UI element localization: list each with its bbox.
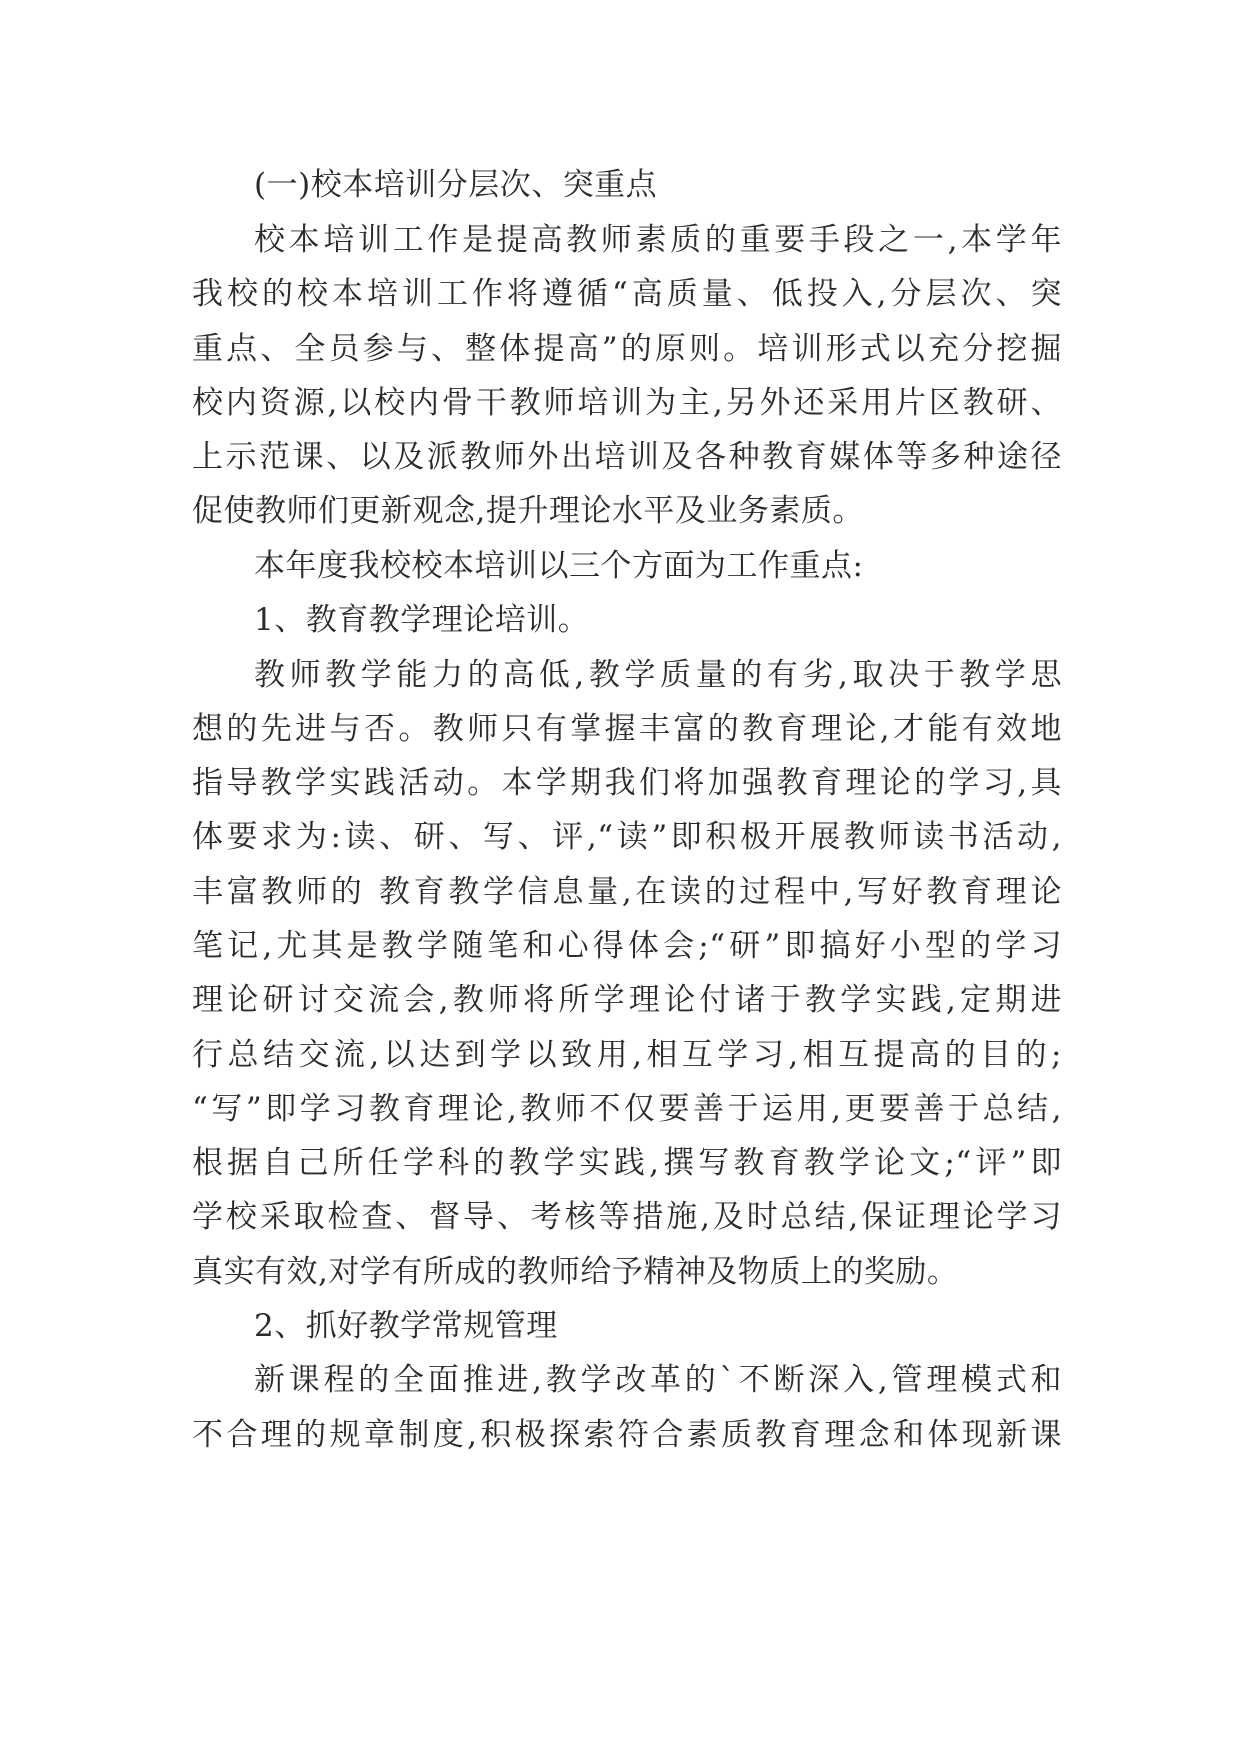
paragraph-line: 本年度我校校本培训以三个方面为工作重点: xyxy=(254,548,864,584)
paragraph-line: 促使教师们更新观念,提升理论水平及业务素质。 xyxy=(192,493,864,529)
paragraph-line: 指导教学实践活动。本学期我们将加强教育理论的学习,具 xyxy=(192,765,1062,801)
paragraph-line: 不合理的规章制度,积极探索符合素质教育理念和体现新课 xyxy=(192,1417,1062,1453)
paragraph-line: 笔记,尤其是教学随笔和心得体会;“研”即搞好小型的学习 xyxy=(192,928,1062,964)
paragraph-line: 丰富教师的 教育教学信息量,在读的过程中,写好教育理论 xyxy=(192,874,1062,910)
paragraph-line: 新课程的全面推进,教学改革的`不断深入,管理模式和 xyxy=(254,1362,1062,1398)
paragraph-line: 体要求为:读、研、写、评,“读”即积极开展教师读书活动, xyxy=(192,819,1062,855)
paragraph-line: 理论研讨交流会,教师将所学理论付诸于教学实践,定期进 xyxy=(192,982,1062,1018)
paragraph-line: 根据自己所任学科的教学实践,撰写教育教学论文;“评”即 xyxy=(192,1145,1062,1181)
paragraph-line: 行总结交流,以达到学以致用,相互学习,相互提高的目的; xyxy=(192,1037,1062,1073)
paragraph-line: 上示范课、以及派教师外出培训及各种教育媒体等多种途径 xyxy=(192,439,1062,475)
paragraph-line: 教师教学能力的高低,教学质量的有劣,取决于教学思 xyxy=(254,657,1062,693)
paragraph-line: 真实有效,对学有所成的教师给予精神及物质上的奖励。 xyxy=(192,1254,959,1290)
paragraph-line: 重点、全员参与、整体提高”的原则。培训形式以充分挖掘 xyxy=(192,331,1062,367)
subsection-heading: 1、教育教学理论培训。 xyxy=(254,602,590,638)
paragraph-line: 学校采取检查、督导、考核等措施,及时总结,保证理论学习 xyxy=(192,1199,1062,1235)
paragraph-line: 想的先进与否。教师只有掌握丰富的教育理论,才能有效地 xyxy=(192,711,1062,747)
paragraph-line: “写”即学习教育理论,教师不仅要善于运用,更要善于总结, xyxy=(192,1091,1062,1127)
paragraph-line: 校本培训工作是提高教师素质的重要手段之一,本学年 xyxy=(254,222,1062,258)
paragraph-line: 校内资源,以校内骨干教师培训为主,另外还采用片区教研、 xyxy=(192,385,1062,421)
section-heading: (一)校本培训分层次、突重点 xyxy=(254,167,658,203)
subsection-heading: 2、抓好教学常规管理 xyxy=(254,1308,558,1344)
paragraph-line: 我校的校本培训工作将遵循“高质量、低投入,分层次、突 xyxy=(192,276,1062,312)
